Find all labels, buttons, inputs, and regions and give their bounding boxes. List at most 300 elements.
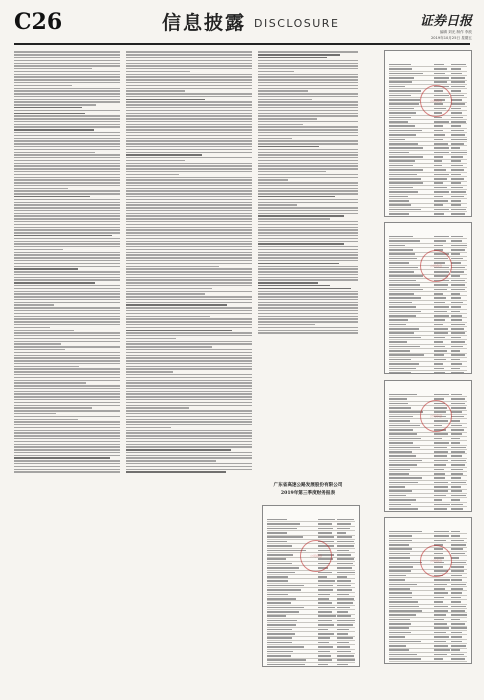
text-line — [126, 138, 252, 139]
text-line — [126, 444, 252, 445]
table-row — [267, 663, 355, 667]
text-line — [126, 154, 202, 155]
text-line — [258, 252, 358, 253]
text-line — [14, 199, 120, 200]
text-line — [258, 85, 358, 86]
text-line — [258, 124, 303, 125]
text-line — [14, 380, 120, 381]
text-line — [126, 190, 252, 191]
text-line — [14, 135, 120, 136]
text-line — [14, 63, 120, 64]
text-line — [258, 51, 358, 52]
text-line — [14, 352, 120, 353]
text-line — [14, 113, 85, 114]
text-line — [14, 160, 120, 161]
text-line — [126, 202, 252, 203]
text-line — [126, 432, 252, 433]
text-line — [126, 218, 252, 219]
text-line — [258, 332, 358, 333]
text-line — [126, 318, 252, 319]
text-line — [126, 193, 252, 194]
text-line — [14, 171, 120, 172]
text-line — [258, 188, 358, 189]
text-line — [258, 193, 358, 194]
text-line — [126, 126, 252, 127]
text-line — [126, 104, 252, 105]
company-seal-1: 公司印章 — [420, 85, 452, 117]
text-line — [126, 99, 205, 100]
text-line — [126, 374, 252, 375]
text-line — [126, 449, 231, 450]
text-line — [258, 282, 318, 283]
text-line — [14, 115, 120, 116]
text-line — [126, 210, 252, 211]
text-line — [126, 341, 252, 342]
text-line — [14, 371, 120, 372]
text-line — [126, 163, 252, 164]
text-line — [258, 232, 358, 233]
text-line — [258, 243, 344, 244]
text-line — [258, 279, 358, 280]
masthead — [14, 10, 476, 40]
text-line — [258, 238, 358, 239]
text-line — [14, 413, 56, 414]
text-line — [126, 257, 252, 258]
page-number: C26 — [14, 9, 63, 35]
text-line — [126, 405, 252, 406]
text-line — [258, 199, 358, 200]
text-line — [14, 235, 112, 236]
text-line — [126, 293, 205, 294]
text-line — [14, 282, 95, 283]
text-line — [258, 107, 358, 108]
text-line — [258, 82, 358, 83]
text-line — [126, 413, 252, 414]
text-line — [14, 249, 63, 250]
text-line — [126, 310, 252, 311]
text-line — [126, 146, 252, 147]
text-line — [126, 252, 252, 253]
text-line — [14, 355, 120, 356]
text-line — [14, 271, 120, 272]
text-line — [14, 391, 120, 392]
text-line — [14, 471, 120, 472]
text-line — [258, 115, 358, 116]
text-line — [126, 199, 252, 200]
text-line — [126, 96, 252, 97]
text-line — [258, 310, 358, 311]
text-line — [126, 188, 252, 189]
text-line — [126, 213, 252, 214]
text-line — [126, 135, 252, 136]
text-line — [14, 330, 74, 331]
text-line — [258, 257, 358, 258]
text-line — [14, 177, 120, 178]
text-line — [14, 335, 120, 336]
text-line — [126, 338, 176, 339]
text-line — [14, 76, 120, 77]
text-line — [126, 241, 252, 242]
date-line: 2019年10月25日 星期五 — [431, 36, 472, 40]
text-line — [14, 444, 120, 445]
text-line — [14, 146, 120, 147]
text-line — [126, 302, 252, 303]
text-line — [126, 466, 252, 467]
text-line — [14, 427, 120, 428]
text-line — [14, 71, 120, 72]
text-line — [258, 179, 288, 180]
text-line — [14, 179, 120, 180]
text-line — [126, 371, 173, 372]
text-line — [14, 363, 120, 364]
text-line — [14, 138, 120, 139]
financial-table-3 — [384, 380, 472, 512]
text-line — [126, 168, 252, 169]
text-line — [14, 410, 120, 411]
text-line — [126, 207, 252, 208]
text-line — [126, 279, 252, 280]
text-line — [126, 355, 252, 356]
text-line — [258, 207, 358, 208]
text-line — [126, 446, 252, 447]
text-line — [126, 452, 252, 453]
text-line — [14, 190, 120, 191]
text-line — [126, 232, 252, 233]
text-line — [258, 88, 358, 89]
text-line — [126, 469, 252, 470]
text-line — [258, 79, 358, 80]
text-line — [126, 321, 252, 322]
text-line — [258, 213, 358, 214]
text-line — [126, 396, 252, 397]
text-line — [14, 288, 120, 289]
text-line — [14, 51, 120, 52]
text-line — [14, 316, 120, 317]
text-line — [14, 304, 54, 305]
text-line — [258, 266, 358, 267]
text-line — [258, 129, 358, 130]
text-line — [126, 424, 252, 425]
text-line — [126, 179, 252, 180]
text-line — [258, 277, 358, 278]
text-line — [14, 327, 50, 328]
text-line — [14, 430, 120, 431]
text-line — [258, 330, 358, 331]
text-line — [14, 154, 120, 155]
text-line — [14, 88, 120, 89]
text-line — [126, 224, 252, 225]
text-line — [14, 165, 120, 166]
text-line — [126, 85, 252, 86]
text-line — [258, 160, 358, 161]
text-line — [126, 227, 252, 228]
text-line — [258, 154, 358, 155]
text-line — [126, 118, 252, 119]
text-line — [258, 63, 358, 64]
company-seal-2: 公司印章 — [420, 250, 452, 282]
text-line — [258, 132, 358, 133]
text-line — [126, 71, 190, 72]
text-line — [14, 463, 120, 464]
text-line — [126, 435, 252, 436]
text-line — [14, 407, 92, 408]
text-line — [258, 288, 351, 289]
text-line — [126, 277, 252, 278]
text-line — [258, 249, 358, 250]
text-line — [258, 318, 358, 319]
text-line — [258, 316, 358, 317]
text-line — [14, 188, 68, 189]
text-line — [258, 224, 358, 225]
text-line — [258, 146, 319, 147]
text-line — [258, 96, 358, 97]
text-line — [14, 274, 120, 275]
text-line — [258, 90, 308, 91]
text-line — [126, 101, 252, 102]
text-line — [14, 324, 120, 325]
text-line — [126, 121, 252, 122]
text-line — [14, 121, 120, 122]
editor-line: 编辑 刘光 制作 李波 — [439, 30, 472, 34]
text-line — [126, 57, 252, 58]
text-line — [126, 327, 252, 328]
text-line — [14, 424, 120, 425]
text-line — [14, 57, 120, 58]
text-line — [126, 63, 252, 64]
text-line — [126, 124, 252, 125]
text-line — [258, 185, 358, 186]
text-line — [258, 104, 358, 105]
text-line — [126, 427, 171, 428]
text-line — [126, 115, 252, 116]
text-line — [126, 51, 252, 52]
text-line — [126, 174, 179, 175]
text-line — [14, 193, 120, 194]
text-line — [14, 321, 120, 322]
text-line — [258, 71, 294, 72]
text-line — [126, 157, 252, 158]
text-line — [14, 104, 96, 105]
text-line — [258, 327, 358, 328]
text-line — [14, 227, 120, 228]
text-line — [126, 416, 252, 417]
text-line — [258, 182, 358, 183]
text-line — [258, 54, 340, 55]
section-title-english: DISCLOSURE — [254, 17, 340, 30]
text-line — [126, 74, 252, 75]
newspaper-logo: 证券日报 — [419, 14, 472, 29]
text-line — [14, 210, 120, 211]
text-line — [14, 207, 120, 208]
text-line — [126, 196, 252, 197]
text-line — [126, 266, 219, 267]
text-line — [14, 149, 120, 150]
text-line — [14, 257, 120, 258]
text-line — [258, 74, 358, 75]
text-line — [14, 243, 120, 244]
text-line — [126, 132, 252, 133]
text-line — [258, 101, 358, 102]
text-line — [14, 396, 120, 397]
text-line — [14, 65, 120, 66]
text-line — [14, 132, 120, 133]
text-line — [14, 252, 120, 253]
text-line — [14, 332, 120, 333]
text-line — [14, 79, 120, 80]
text-line — [258, 121, 358, 122]
text-line — [258, 68, 358, 69]
company-title: 广东省高速公路发展股份有限公司 — [273, 483, 343, 488]
text-line — [126, 377, 252, 378]
text-line — [14, 68, 92, 69]
text-line — [14, 293, 120, 294]
text-line — [14, 446, 120, 447]
text-line — [14, 215, 120, 216]
text-line — [258, 110, 358, 111]
text-line — [126, 419, 252, 420]
financial-table-5 — [262, 505, 360, 667]
text-line — [126, 68, 252, 69]
text-line — [14, 291, 120, 292]
text-line — [14, 338, 120, 339]
text-line — [258, 138, 292, 139]
text-line — [126, 460, 216, 461]
text-line — [14, 421, 120, 422]
text-line — [14, 385, 120, 386]
text-line — [258, 60, 358, 61]
text-line — [126, 129, 252, 130]
text-line — [14, 224, 120, 225]
table-row — [389, 212, 467, 216]
text-line — [258, 113, 358, 114]
text-line — [126, 152, 252, 153]
text-line — [14, 90, 120, 91]
text-line — [126, 352, 252, 353]
text-line — [14, 405, 120, 406]
text-line — [14, 435, 120, 436]
text-line — [126, 380, 252, 381]
text-line — [126, 349, 252, 350]
text-line — [14, 346, 120, 347]
text-line — [14, 218, 120, 219]
text-line — [126, 76, 252, 77]
text-line — [258, 196, 335, 197]
text-line — [126, 455, 252, 456]
text-line — [14, 54, 120, 55]
text-line — [126, 243, 252, 244]
text-line — [126, 410, 252, 411]
text-line — [126, 368, 252, 369]
text-line — [14, 82, 120, 83]
text-line — [126, 346, 212, 347]
text-line — [126, 313, 252, 314]
text-line — [14, 168, 120, 169]
text-line — [126, 402, 252, 403]
text-line — [126, 221, 252, 222]
text-line — [258, 57, 327, 58]
text-line — [258, 274, 358, 275]
text-line — [126, 332, 252, 333]
text-line — [258, 324, 315, 325]
text-line — [14, 232, 120, 233]
text-line — [14, 143, 120, 144]
text-line — [126, 288, 212, 289]
text-line — [258, 241, 358, 242]
text-line — [14, 266, 120, 267]
text-line — [258, 285, 330, 286]
text-line — [14, 432, 120, 433]
text-line — [14, 241, 120, 242]
text-line — [14, 185, 120, 186]
text-line — [258, 168, 358, 169]
text-line — [14, 441, 120, 442]
text-line — [126, 282, 252, 283]
text-line — [14, 129, 94, 130]
text-line — [14, 263, 120, 264]
text-line — [14, 124, 120, 125]
text-line — [14, 341, 120, 342]
text-line — [258, 302, 358, 303]
table-grid — [389, 63, 467, 212]
text-line — [126, 271, 252, 272]
text-line — [14, 377, 120, 378]
text-line — [126, 407, 189, 408]
text-line — [126, 90, 185, 91]
text-line — [258, 165, 358, 166]
text-line — [14, 196, 90, 197]
text-line — [14, 213, 120, 214]
text-line — [14, 469, 120, 470]
text-line — [14, 296, 120, 297]
text-line — [258, 246, 358, 247]
text-line — [126, 177, 252, 178]
text-line — [14, 457, 110, 458]
text-line — [14, 99, 120, 100]
text-line — [126, 110, 252, 111]
text-line — [14, 96, 120, 97]
text-line — [14, 302, 120, 303]
text-line — [126, 291, 252, 292]
text-line — [14, 107, 82, 108]
text-line — [258, 307, 358, 308]
text-line — [126, 316, 210, 317]
text-line — [126, 54, 252, 55]
text-line — [126, 421, 252, 422]
text-line — [126, 182, 252, 183]
text-line — [14, 60, 120, 61]
text-line — [14, 260, 120, 261]
text-line — [258, 221, 358, 222]
text-line — [258, 157, 358, 158]
text-line — [126, 324, 252, 325]
text-line — [126, 430, 252, 431]
text-line — [258, 143, 358, 144]
text-line — [126, 171, 252, 172]
text-line — [126, 113, 252, 114]
text-line — [126, 366, 252, 367]
text-line — [126, 457, 252, 458]
text-line — [258, 296, 358, 297]
text-line — [258, 235, 358, 236]
text-line — [14, 343, 61, 344]
text-line — [14, 452, 120, 453]
text-line — [14, 313, 120, 314]
text-line — [126, 357, 252, 358]
text-line — [14, 466, 120, 467]
text-line — [14, 310, 120, 311]
text-line — [126, 296, 252, 297]
text-line — [258, 99, 312, 100]
